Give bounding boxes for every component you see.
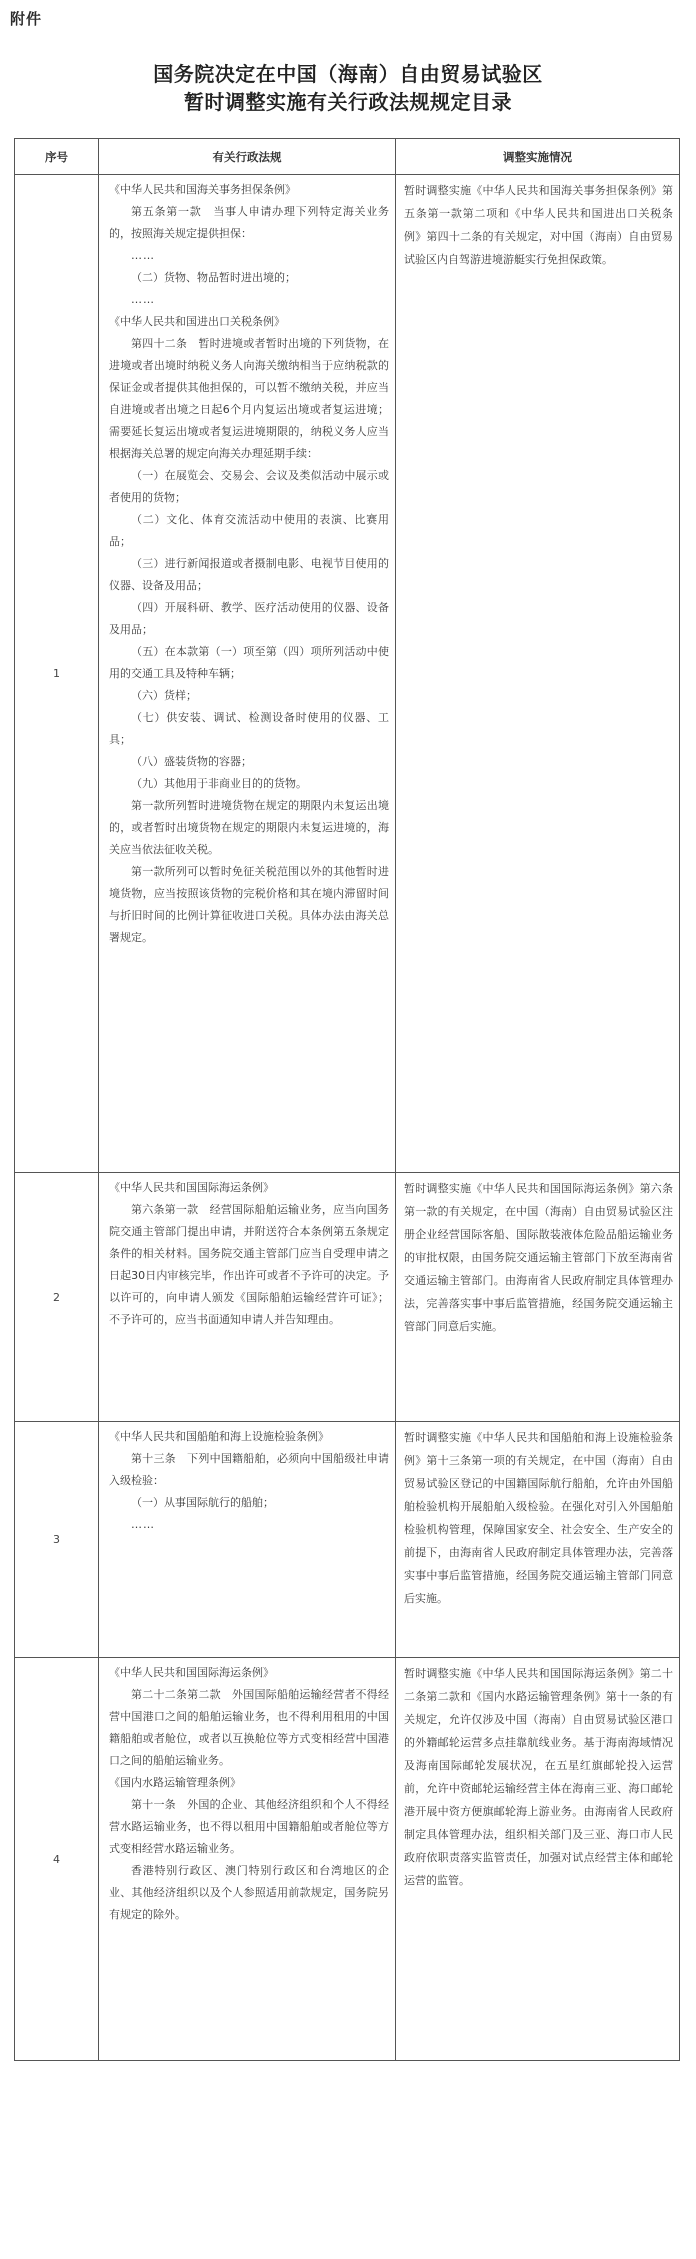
regulation-clause: 第五条第一款 当事人申请办理下列特定海关业务的，按照海关规定提供担保： — [109, 205, 389, 240]
attachment-label: 附件 — [10, 10, 43, 28]
adjustment-text: 暂时调整实施《中华人民共和国海关事务担保条例》第五条第一款第二项和《中华人民共和国进出口关税条例》第四十二条的有关规定，对中国（海南）自由贸易试验区内自驾游进境游艇实行免担保政策。 — [404, 184, 673, 266]
regulation-title: 《中华人民共和国海关事务担保条例》 — [109, 183, 296, 196]
regulation-clause: 第一款所列暂时进境货物在规定的期限内未复运出境的，或者暂时出境货物在规定的期限内未复运进境的，海关应当依法征收关税。 — [109, 799, 389, 856]
regulation-clause: 第十三条 下列中国籍船舶，必须向中国船级社申请入级检验： — [109, 1452, 389, 1487]
regulation-title: 《中华人民共和国进出口关税条例》 — [109, 315, 285, 328]
row-seq-number: 4 — [15, 1658, 99, 2061]
row-seq-number: 2 — [15, 1173, 99, 1422]
regulation-catalog-table — [14, 138, 680, 2061]
regulation-item: （七）供安装、调试、检测设备时使用的仪器、工具； — [109, 711, 389, 746]
table-row — [15, 1658, 680, 2061]
regulation-title: 《中华人民共和国国际海运条例》 — [109, 1666, 274, 1679]
adjustment-text: 暂时调整实施《中华人民共和国国际海运条例》第二十二条第二款和《国内水路运输管理条例》第十一条的有关规定，允许仅涉及中国（海南）自由贸易试验区港口的外籍邮轮运营多点挂靠航线业务。基于海南海域情况及海南国际邮轮发展状况，在五星红旗邮轮投入运营前，允许中资邮轮运输经营主体在海南三亚、海口邮轮港开展中资方便旗邮轮海上游业务。由海南省人民政府制定具体管理办法，组织相关部门及三亚、海口市人民政府依职责落实监管责任，加强对试点经营主体和邮轮运营的监管。 — [404, 1667, 673, 1887]
omission-marker: …… — [131, 1518, 155, 1531]
regulation-item: （三）进行新闻报道或者摄制电影、电视节目使用的仪器、设备及用品； — [109, 557, 389, 592]
row-adjustment-cell — [396, 1422, 680, 1658]
regulation-item: （二）文化、体育交流活动中使用的表演、比赛用品； — [109, 513, 389, 548]
omission-marker: …… — [131, 293, 155, 306]
regulation-item: （八）盛装货物的容器； — [131, 755, 252, 768]
regulation-clause: 第二十二条第二款 外国国际船舶运输经营者不得经营中国港口之间的船舶运输业务，也不得利用租用的中国籍船舶或者舱位，或者以互换舱位等方式变相经营中国港口之间的船舶运输业务。 — [109, 1688, 389, 1767]
row-seq-number: 1 — [15, 175, 99, 1173]
regulation-item: （五）在本款第（一）项至第（四）项所列活动中使用的交通工具及特种车辆； — [109, 645, 389, 680]
regulation-item: （四）开展科研、教学、医疗活动使用的仪器、设备及用品； — [109, 601, 389, 636]
row-seq-number: 3 — [15, 1422, 99, 1658]
regulation-clause: 第四十二条 暂时进境或者暂时出境的下列货物，在进境或者出境时纳税义务人向海关缴纳相当于应纳税款的保证金或者提供其他担保的，可以暂不缴纳关税，并应当自进境或者出境之日起6个月内复运出境或者复运进境；需要延长复运出境或者复运进境期限的，纳税义务人应当根据海关总署的规定向海关办理延期手续： — [109, 337, 389, 460]
adjustment-text: 暂时调整实施《中华人民共和国国际海运条例》第六条第一款的有关规定，在中国（海南）自由贸易试验区注册企业经营国际客船、国际散装液体危险品船运输业务的审批权限，由国务院交通运输主管部门下放至海南省交通运输主管部门。由海南省人民政府制定具体管理办法，完善落实事中事后监管措施，经国务院交通运输主管部门同意后实施。 — [404, 1182, 673, 1333]
table-header-row — [15, 139, 680, 175]
regulation-item: （六）货样； — [131, 689, 197, 702]
regulation-title: 《中华人民共和国国际海运条例》 — [109, 1181, 274, 1194]
document-title-line-1: 国务院决定在中国（海南）自由贸易试验区 — [153, 62, 543, 86]
table-row — [15, 1422, 680, 1658]
regulation-clause: 第十一条 外国的企业、其他经济组织和个人不得经营水路运输业务，也不得以租用中国籍船舶或者舱位等方式变相经营水路运输业务。 — [109, 1798, 389, 1855]
table-body — [15, 175, 680, 2061]
regulation-clause: 第一款所列可以暂时免征关税范围以外的其他暂时进境货物，应当按照该货物的完税价格和其在境内滞留时间与折旧时间的比例计算征收进口关税。具体办法由海关总署规定。 — [109, 865, 389, 944]
row-regulation-cell — [99, 175, 396, 1173]
omission-marker: …… — [131, 249, 155, 262]
regulation-clause: 香港特别行政区、澳门特别行政区和台湾地区的企业、其他经济组织以及个人参照适用前款规定，国务院另有规定的除外。 — [109, 1864, 389, 1921]
row-adjustment-cell — [396, 175, 680, 1173]
table-row — [15, 1173, 680, 1422]
regulation-item: （九）其他用于非商业目的的货物。 — [131, 777, 307, 790]
regulation-title: 《中华人民共和国船舶和海上设施检验条例》 — [109, 1430, 329, 1443]
row-regulation-cell — [99, 1422, 396, 1658]
row-adjustment-cell — [396, 1173, 680, 1422]
document-title-line-2: 暂时调整实施有关行政法规规定目录 — [184, 90, 512, 114]
regulation-clause: 第六条第一款 经营国际船舶运输业务，应当向国务院交通主管部门提出申请，并附送符合本条例第五条规定条件的相关材料。国务院交通主管部门应当自受理申请之日起30日内审核完毕，作出许可或者不予许可的决定。予以许可的，向申请人颁发《国际船舶运输经营许可证》；不予许可的，应当书面通知申请人并告知理由。 — [109, 1203, 389, 1326]
row-regulation-cell — [99, 1173, 396, 1422]
header-seq: 序号 — [15, 139, 99, 175]
regulation-title: 《国内水路运输管理条例》 — [109, 1776, 241, 1789]
row-regulation-cell — [99, 1658, 396, 2061]
regulation-item: （一）在展览会、交易会、会议及类似活动中展示或者使用的货物； — [109, 469, 389, 504]
regulation-item: （一）从事国际航行的船舶； — [131, 1496, 274, 1509]
header-adjustment: 调整实施情况 — [396, 139, 680, 175]
regulation-item: （二）货物、物品暂时进出境的； — [131, 271, 296, 284]
header-regulation: 有关行政法规 — [99, 139, 396, 175]
row-adjustment-cell — [396, 1658, 680, 2061]
table-row — [15, 175, 680, 1173]
adjustment-text: 暂时调整实施《中华人民共和国船舶和海上设施检验条例》第十三条第一项的有关规定，在中国（海南）自由贸易试验区登记的中国籍国际航行船舶，允许由外国船舶检验机构开展船舶入级检验。在强化对引入外国船舶检验机构管理，保障国家安全、社会安全、生产安全的前提下，由海南省人民政府制定具体管理办法，完善落实事中事后监管措施，经国务院交通运输主管部门同意后实施。 — [404, 1431, 673, 1605]
